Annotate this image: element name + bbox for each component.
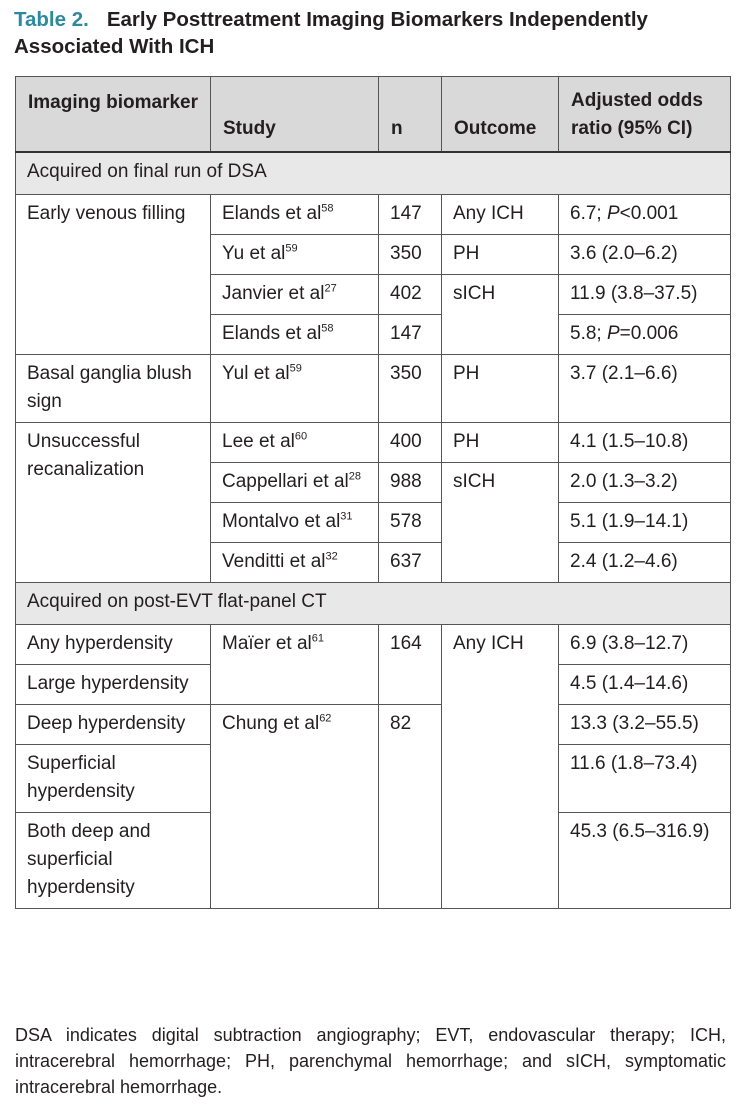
table-number: Table 2. <box>14 8 89 31</box>
data-table <box>15 76 731 909</box>
or-cell: 45.3 (6.5–316.9) <box>559 813 731 909</box>
biomarker-cell: Any hyperdensity <box>16 625 211 665</box>
or-cell: 11.6 (1.8–73.4) <box>559 745 731 813</box>
or-cell: 5.8; P=0.006 <box>559 315 731 355</box>
table-row <box>16 355 731 423</box>
table-row <box>16 423 731 463</box>
study-cell: Lee et $al^{60}$ <box>211 423 379 463</box>
n-cell: 350 <box>379 235 442 275</box>
table-row <box>16 625 731 665</box>
outcome-cell: PH <box>442 423 559 463</box>
or-cell: 3.7 (2.1–6.6) <box>559 355 731 423</box>
header-row <box>16 77 731 153</box>
study-cell: Elands et $al^{58}$ <box>211 315 379 355</box>
or-cell: 3.6 (2.0–6.2) <box>559 235 731 275</box>
or-cell: 4.5 (1.4–14.6) <box>559 665 731 705</box>
header-outcome: Outcome <box>442 77 559 153</box>
study-cell: Yu et $al^{59}$ <box>211 235 379 275</box>
n-cell: 988 <box>379 463 442 503</box>
outcome-cell: sICH <box>442 275 559 355</box>
biomarker-cell: Deep hyperdensity <box>16 705 211 745</box>
n-cell: 147 <box>379 195 442 235</box>
n-cell: 82 <box>379 705 442 909</box>
n-cell: 147 <box>379 315 442 355</box>
outcome-cell: sICH <box>442 463 559 583</box>
table-row <box>16 195 731 235</box>
biomarker-cell: Basal ganglia blush sign <box>16 355 211 423</box>
n-cell: 164 <box>379 625 442 705</box>
n-cell: 402 <box>379 275 442 315</box>
header-study: Study <box>211 77 379 153</box>
n-cell: 350 <box>379 355 442 423</box>
study-cell: Janvier et $al^{27}$ <box>211 275 379 315</box>
biomarker-cell: Early venous filling <box>16 195 211 355</box>
study-cell: Maïer et $al^{61}$ <box>211 625 379 705</box>
n-cell: 400 <box>379 423 442 463</box>
or-cell: 11.9 (3.8–37.5) <box>559 275 731 315</box>
section-dsa: Acquired on final run of DSA <box>16 152 731 195</box>
outcome-cell: PH <box>442 355 559 423</box>
study-cell: Montalvo et $al^{31}$ <box>211 503 379 543</box>
or-cell: 5.1 (1.9–14.1) <box>559 503 731 543</box>
or-cell: 6.7; P<0.001 <box>559 195 731 235</box>
outcome-cell: Any ICH <box>442 195 559 235</box>
study-cell: Elands et $al^{58}$ <box>211 195 379 235</box>
table-footnote: DSA indicates digital subtraction angiography; EVT, endovascular therapy; ICH, intracerebral hemorrhage; PH, parenchymal hemorrhage; and sICH, symptomatic intracerebral hemorrhage. <box>15 1025 726 1097</box>
or-cell: 6.9 (3.8–12.7) <box>559 625 731 665</box>
study-cell: Yul et $al^{59}$ <box>211 355 379 423</box>
outcome-cell: Any ICH <box>442 625 559 909</box>
table-title <box>14 6 724 60</box>
header-n: n <box>379 77 442 153</box>
header-biomarker: Imaging biomarker <box>16 77 211 153</box>
n-cell: 578 <box>379 503 442 543</box>
biomarker-cell: Superficial hyperdensity <box>16 745 211 813</box>
or-cell: 13.3 (3.2–55.5) <box>559 705 731 745</box>
study-cell: Cappellari et $al^{28}$ <box>211 463 379 503</box>
n-cell: 637 <box>379 543 442 583</box>
or-cell: 2.4 (1.2–4.6) <box>559 543 731 583</box>
table-row <box>16 705 731 745</box>
table-caption: Early Posttreatment Imaging Biomarkers Independently Associated With ICH <box>14 8 648 58</box>
section-ct: Acquired on post-EVT flat-panel CT <box>16 583 731 625</box>
header-or: Adjusted odds ratio (95% CI) <box>559 77 731 153</box>
outcome-cell: PH <box>442 235 559 275</box>
biomarker-cell: Unsuccessful recanalization <box>16 423 211 583</box>
or-cell: 2.0 (1.3–3.2) <box>559 463 731 503</box>
biomarker-cell: Both deep and superficial hyperdensity <box>16 813 211 909</box>
study-cell: Venditti et $al^{32}$ <box>211 543 379 583</box>
study-cell: Chung et $al^{62}$ <box>211 705 379 909</box>
biomarker-cell: Large hyperdensity <box>16 665 211 705</box>
or-cell: 4.1 (1.5–10.8) <box>559 423 731 463</box>
